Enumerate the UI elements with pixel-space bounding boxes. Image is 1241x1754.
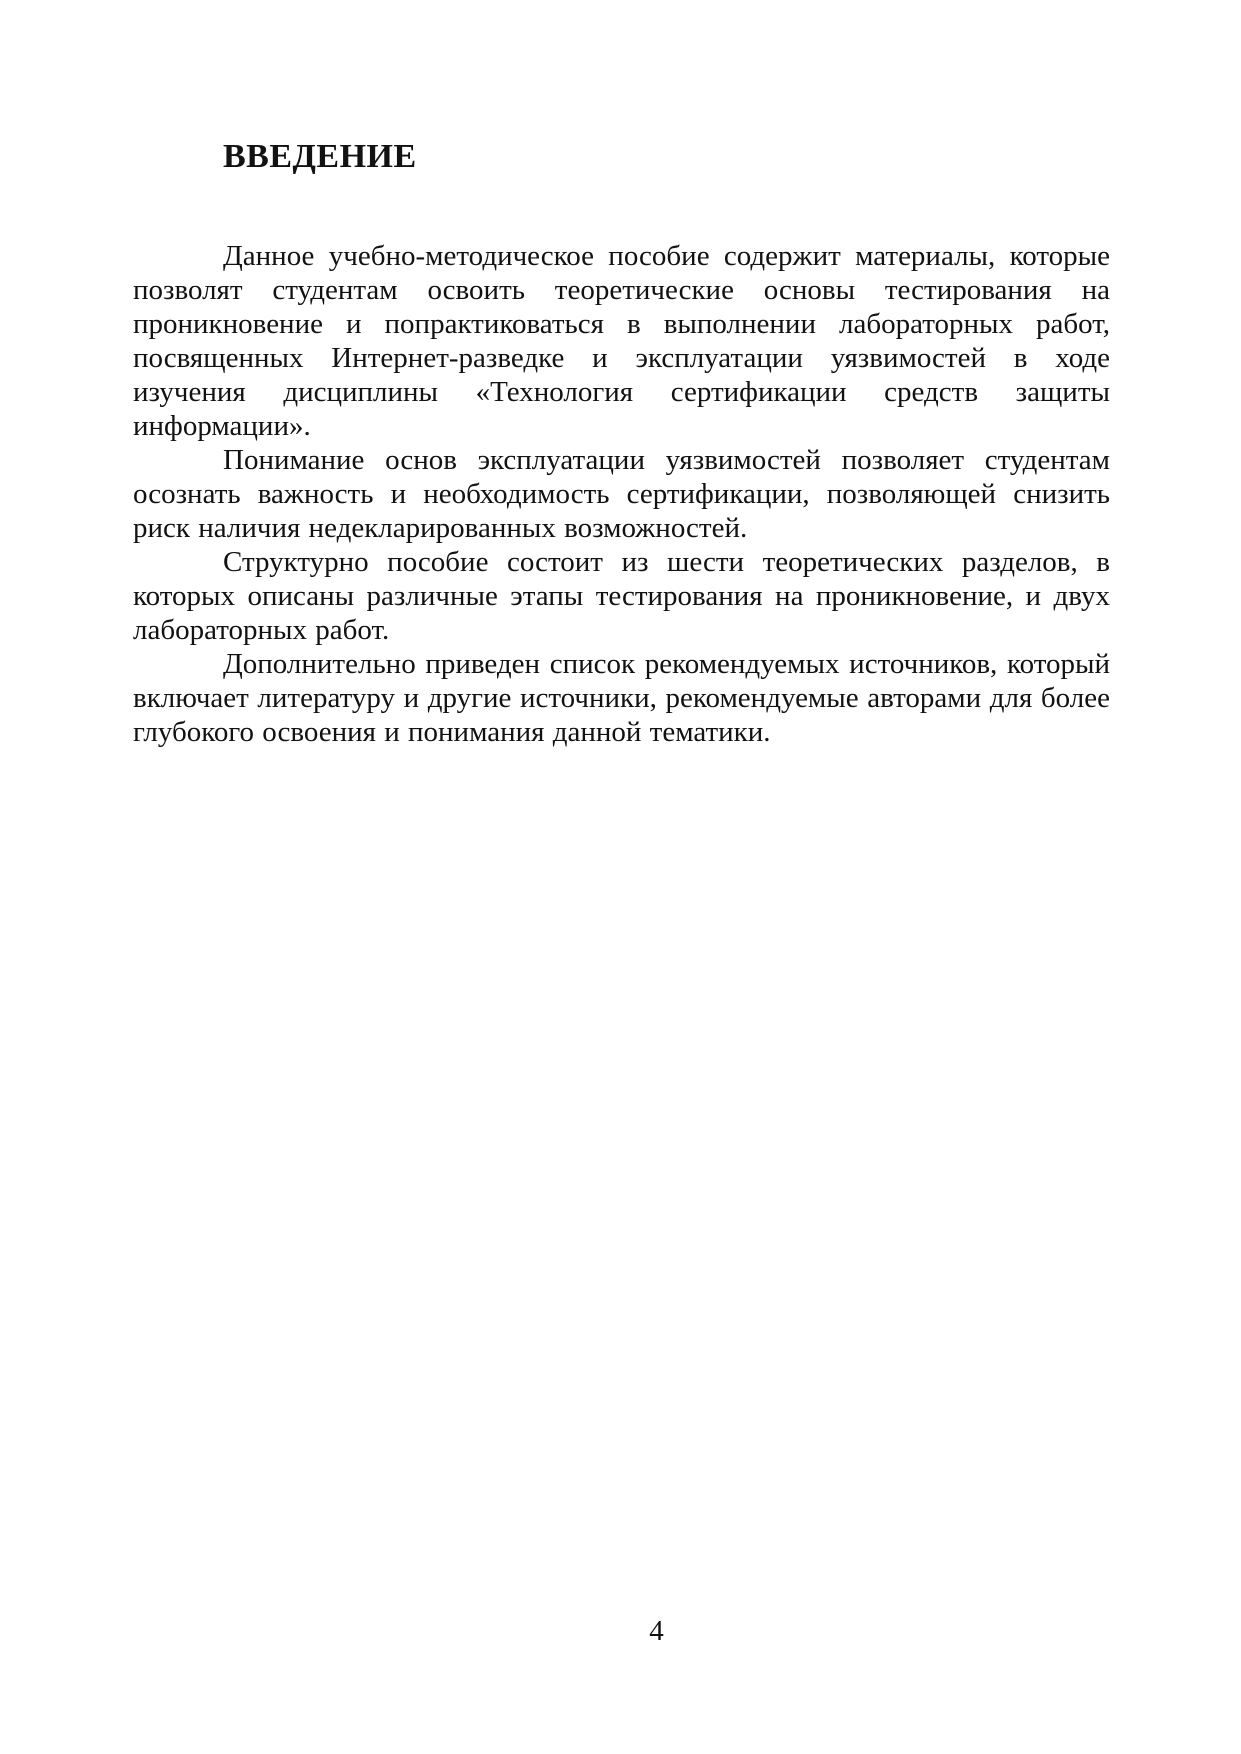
paragraph-1: Данное учебно-методическое пособие содержит материалы, которые позволят студентам освоить теоретические основы тестирования на проникновение и попрактиковаться в выполнении лабораторных работ, посвященных Интернет-разведке и эксплуатации уязвимостей в ходе изучения дисциплины «Технология сертификации средств защиты информации». <box>133 240 1110 442</box>
section-heading: ВВЕДЕНИЕ <box>223 138 417 175</box>
paragraph-2: Понимание основ эксплуатации уязвимостей позволяет студентам осознать важность и необходимость сертификации, позволяющей снизить риск наличия недекларированных возможностей. <box>133 444 1110 544</box>
body-copy <box>133 239 1110 749</box>
text-block <box>133 139 1110 749</box>
paragraph-4: Дополнительно приведен список рекомендуемых источников, который включает литературу и другие источники, рекомендуемые авторами для более глубокого освоения и понимания данной тематики. <box>133 648 1110 748</box>
page-number: 4 <box>649 1615 664 1647</box>
paragraph-3: Структурно пособие состоит из шести теоретических разделов, в которых описаны различные этапы тестирования на проникновение, и двух лабораторных работ. <box>133 546 1110 646</box>
